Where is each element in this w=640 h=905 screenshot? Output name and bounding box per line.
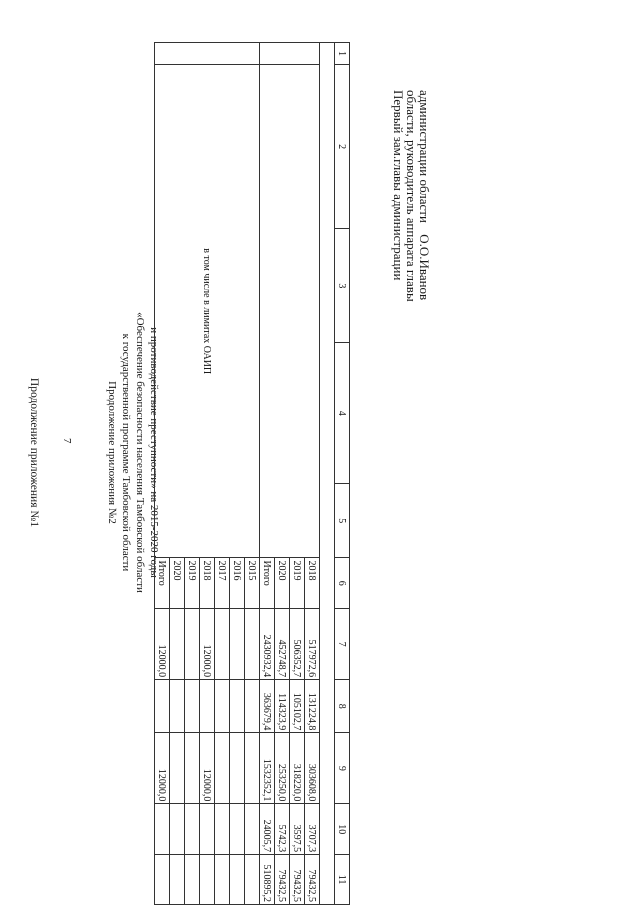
value-cell: 253250,0 — [275, 733, 290, 804]
year-cell: 2015 — [245, 558, 260, 609]
year-cell: 2017 — [215, 558, 230, 609]
value-cell: 79432,5 — [275, 855, 290, 905]
year-cell: 2019 — [185, 558, 200, 609]
signature-line-2: области, руководитель аппарата главы — [404, 90, 419, 302]
column-number: 10 — [335, 804, 350, 855]
year-cell: Итого — [260, 558, 275, 609]
value-cell — [230, 733, 245, 804]
value-cell: 24005,7 — [260, 804, 275, 855]
column-number: 5 — [335, 484, 350, 558]
group-label: в том числе в лимитах ОАИП — [155, 64, 260, 557]
value-cell: 12000,0 — [200, 733, 215, 804]
year-cell: 2020 — [275, 558, 290, 609]
value-cell: 79432,5 — [305, 855, 320, 905]
signature-position: администрации области — [417, 90, 432, 223]
value-cell: 79432,5 — [290, 855, 305, 905]
value-cell: 303608,0 — [305, 733, 320, 804]
value-cell — [170, 733, 185, 804]
value-cell: 3707,3 — [305, 804, 320, 855]
column-number: 2 — [335, 64, 350, 228]
value-cell: 105102,7 — [290, 680, 305, 733]
column-number: 9 — [335, 733, 350, 804]
value-cell — [245, 733, 260, 804]
column-number: 11 — [335, 855, 350, 905]
spacer-row — [320, 43, 335, 905]
value-cell: 506352,7 — [290, 609, 305, 680]
header-line-2: к государственной программе Тамбовской области — [120, 333, 132, 572]
value-cell: 1532352,1 — [260, 733, 275, 804]
value-cell: 12000,0 — [155, 733, 170, 804]
header-line-3: «Обеспечение безопасности населения Тамбовской области — [134, 312, 146, 593]
continuation-note: Продолжение приложения №1 — [28, 377, 40, 528]
year-cell: 2018 — [305, 558, 320, 609]
value-cell: 12000,0 — [155, 609, 170, 680]
value-cell: 452748,7 — [275, 609, 290, 680]
signature-line-1: Первый зам.главы администрации — [391, 90, 406, 281]
value-cell: 114323,9 — [275, 680, 290, 733]
value-cell: 517972,6 — [305, 609, 320, 680]
column-number: 6 — [335, 558, 350, 609]
column-number: 7 — [335, 609, 350, 680]
year-cell: 2019 — [290, 558, 305, 609]
value-cell: 131224,8 — [305, 680, 320, 733]
year-cell: Итого — [155, 558, 170, 609]
value-cell — [215, 733, 230, 804]
finance-table — [154, 42, 350, 905]
value-cell: 2430932,4 — [260, 609, 275, 680]
value-cell — [185, 733, 200, 804]
value-cell: 318220,0 — [290, 733, 305, 804]
value-cell: 3597,5 — [290, 804, 305, 855]
value-cell — [185, 609, 200, 680]
merged-cell — [260, 64, 320, 557]
value-cell — [215, 609, 230, 680]
value-cell: 363679,4 — [260, 680, 275, 733]
signatory-name: О.О.Иванов — [417, 234, 432, 301]
year-cell: 2020 — [170, 558, 185, 609]
year-cell: 2016 — [230, 558, 245, 609]
column-number: 3 — [335, 229, 350, 343]
page-number: 7 — [61, 438, 73, 444]
value-cell: 5742,3 — [275, 804, 290, 855]
table-row — [305, 43, 320, 905]
value-cell — [245, 609, 260, 680]
column-number: 8 — [335, 680, 350, 733]
year-cell: 2018 — [200, 558, 215, 609]
table-row — [245, 43, 260, 905]
header-line-4: и противодействие преступности» на 2015-2020 годы — [148, 327, 160, 578]
value-cell: 12000,0 — [200, 609, 215, 680]
signature-line-3 — [418, 90, 431, 300]
value-cell — [170, 609, 185, 680]
value-cell — [230, 609, 245, 680]
value-cell: 510895,2 — [260, 855, 275, 905]
column-number: 1 — [335, 43, 350, 65]
header-line-1: Продолжение приложения №2 — [106, 381, 118, 524]
column-number-row — [335, 43, 350, 905]
column-number: 4 — [335, 343, 350, 484]
